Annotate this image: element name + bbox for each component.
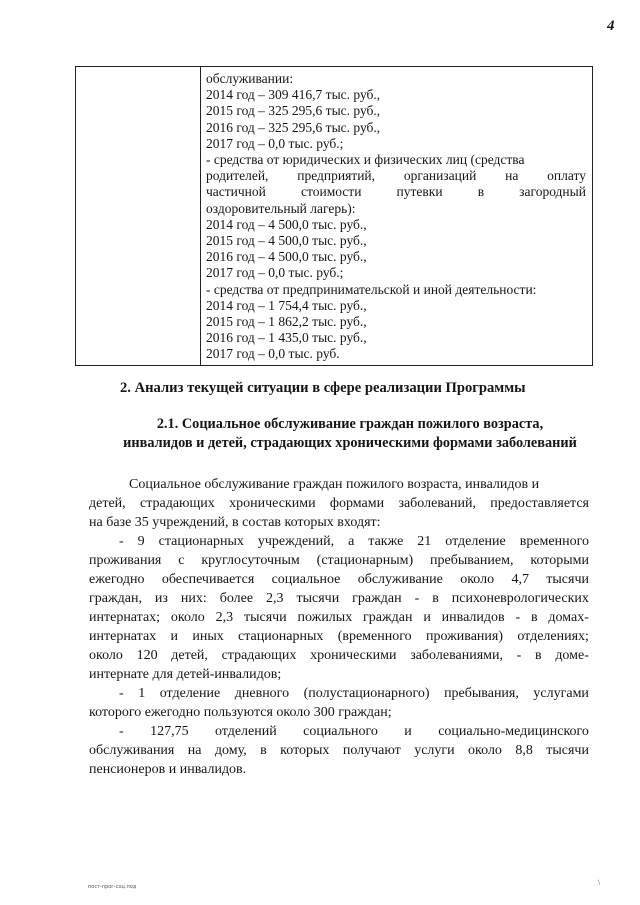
page-number: 4 [607, 18, 615, 34]
table-line: - средства от юридических и физических лиц (средства [206, 152, 525, 168]
word: заболеваний, [398, 496, 476, 511]
word: (полустационарного) [303, 686, 430, 701]
subsection-heading-line-2: инвалидов и детей, страдающих хроническими формами заболеваний [123, 435, 577, 451]
footer-mark: \ [598, 878, 601, 887]
word: психоневрологических [451, 591, 589, 606]
table-line: 2016 год – 1 435,0 тыс. руб., [206, 330, 367, 346]
word: страдающих [140, 496, 215, 511]
word: около [170, 610, 205, 625]
subsection-heading [60, 415, 640, 453]
word: отделение [159, 686, 221, 701]
word: и [404, 724, 412, 739]
body-line: пенсионеров и инвалидов. [89, 762, 247, 777]
body-line: которого ежегодно пользуются около 300 граждан; [89, 705, 392, 720]
word: стационарных [238, 629, 324, 644]
body-line: Социальное обслуживание граждан пожилого возраста, инвалидов и [129, 477, 540, 492]
word: 9 [137, 534, 145, 549]
word: в [260, 743, 267, 758]
word: ежегодно [89, 572, 145, 587]
word: социальное [271, 572, 341, 587]
word: родителей, [206, 168, 269, 184]
table-line: 2017 год – 0,0 тыс. руб. [206, 346, 340, 362]
word: доме- [555, 648, 589, 663]
word: обслуживание [357, 572, 443, 587]
word: с [178, 553, 185, 568]
word: страдающих [221, 648, 297, 663]
body-line [89, 608, 589, 627]
word: около [89, 648, 123, 663]
word: которых [280, 743, 330, 758]
word: стоимости [301, 184, 362, 200]
word: проживания [89, 553, 162, 568]
word: тысячи [296, 591, 340, 606]
body-line: интернате для детей-инвалидов; [89, 667, 282, 682]
word: формами [329, 496, 385, 511]
table-line: 2014 год – 309 416,7 тыс. руб., [206, 87, 381, 103]
word: 2,3 [266, 591, 284, 606]
word: учреждений, [257, 534, 335, 549]
word: - [515, 610, 521, 625]
word: в [432, 591, 439, 606]
word: отделениях; [517, 629, 589, 644]
word: стационарных [158, 534, 244, 549]
word: граждан [352, 591, 402, 606]
word: а [348, 534, 355, 549]
word: социального [303, 724, 378, 739]
table-line: 2017 год – 0,0 тыс. руб.; [206, 135, 344, 151]
word: пожилых [297, 610, 353, 625]
subsection-heading-line-1: 2.1. Социальное обслуживание граждан пожилого возраста, [156, 416, 544, 432]
funding-cell [206, 71, 586, 363]
body-line: на базе 35 учреждений, в состав которых входят: [89, 515, 381, 530]
word: тысячи [243, 610, 287, 625]
word: оплату [547, 168, 586, 184]
body-line [89, 494, 589, 513]
word: (временного [337, 629, 412, 644]
word: в [477, 184, 485, 200]
table-column-divider [200, 67, 201, 365]
table-line: обслуживании: [206, 71, 294, 86]
word: 4,7 [511, 572, 529, 587]
word: интернатах [89, 629, 157, 644]
table-line: 2015 год – 4 500,0 тыс. руб., [206, 233, 367, 249]
word: - [119, 534, 124, 549]
word: социально-медицинского [438, 724, 589, 739]
word: около [460, 572, 495, 587]
table-line [206, 184, 586, 200]
body-line [89, 551, 589, 570]
word: детей, [89, 496, 126, 511]
word: обеспечивается [161, 572, 255, 587]
word: инвалидов [441, 610, 505, 625]
word: - [414, 591, 420, 606]
word: получают [342, 743, 401, 758]
word: на [505, 168, 519, 184]
footer-file-code: пост-прог-соц.под [88, 884, 137, 890]
word: путевки [396, 184, 443, 200]
body-line [89, 589, 589, 608]
body-line [89, 532, 589, 551]
word: в [530, 610, 538, 625]
word: дому, [214, 743, 247, 758]
word: и [423, 610, 431, 625]
word: 21 [417, 534, 432, 549]
table-line [206, 168, 586, 184]
word: тысячи [546, 743, 589, 758]
body-paragraphs [89, 475, 589, 779]
word: загородный [519, 184, 586, 200]
word: круглосуточным [201, 553, 300, 568]
section-heading: 2. Анализ текущей ситуации в сфере реализации Программы [120, 380, 526, 396]
word: отделений [214, 724, 277, 739]
word: - [119, 686, 124, 701]
word: иных [192, 629, 224, 644]
word: предоставляется [490, 496, 589, 511]
word: и [170, 629, 178, 644]
word: предприятий, [297, 168, 376, 184]
funding-table [75, 66, 593, 366]
word: 127,75 [150, 724, 189, 739]
word: на [187, 743, 202, 758]
body-line [89, 741, 589, 760]
word: хроническими [229, 496, 316, 511]
table-line: 2017 год – 0,0 тыс. руб.; [206, 265, 344, 281]
word: 120 [136, 648, 158, 663]
word: услуги [414, 743, 455, 758]
word: которыми [530, 553, 589, 568]
word: - [516, 648, 522, 663]
word: организаций [403, 168, 477, 184]
word: (стационарным) [316, 553, 414, 568]
table-line: - средства от предпринимательской и иной деятельности: [206, 281, 537, 297]
word: из [154, 591, 168, 606]
word: них: [180, 591, 207, 606]
word: проживания) [425, 629, 503, 644]
body-line [89, 627, 589, 646]
word: 2,3 [215, 610, 234, 625]
word: также [368, 534, 404, 549]
word: более [219, 591, 254, 606]
table-line: 2015 год – 1 862,2 тыс. руб., [206, 314, 367, 330]
body-line [89, 722, 589, 741]
word: домах- [548, 610, 589, 625]
table-line: 2016 год – 325 295,6 тыс. руб., [206, 119, 381, 135]
word: тысячи [546, 572, 589, 587]
word: около [468, 743, 502, 758]
table-line: оздоровительный лагерь): [206, 200, 356, 216]
table-line: 2014 год – 4 500,0 тыс. руб., [206, 216, 367, 232]
word: заболеваниями, [410, 648, 503, 663]
word: дневного [234, 686, 290, 701]
word: частичной [206, 184, 266, 200]
word: граждан [363, 610, 413, 625]
word: услугами [533, 686, 589, 701]
word: пребывания, [444, 686, 519, 701]
word: отделение [445, 534, 506, 549]
word: 8,8 [515, 743, 533, 758]
word: граждан, [89, 591, 142, 606]
word: 1 [138, 686, 146, 701]
table-line: 2016 год – 4 500,0 тыс. руб., [206, 249, 367, 265]
body-line [89, 646, 589, 665]
body-line [89, 570, 589, 589]
word: интернатах; [89, 610, 161, 625]
body-line [89, 684, 589, 703]
table-line: 2015 год – 325 295,6 тыс. руб., [206, 103, 381, 119]
word: обслуживания [89, 743, 175, 758]
word: хроническими [310, 648, 397, 663]
word: временного [519, 534, 589, 549]
word: в [535, 648, 542, 663]
word: - [119, 724, 124, 739]
word: детей, [171, 648, 208, 663]
table-line: 2014 год – 1 754,4 тыс. руб., [206, 297, 367, 313]
word: пребыванием, [430, 553, 514, 568]
